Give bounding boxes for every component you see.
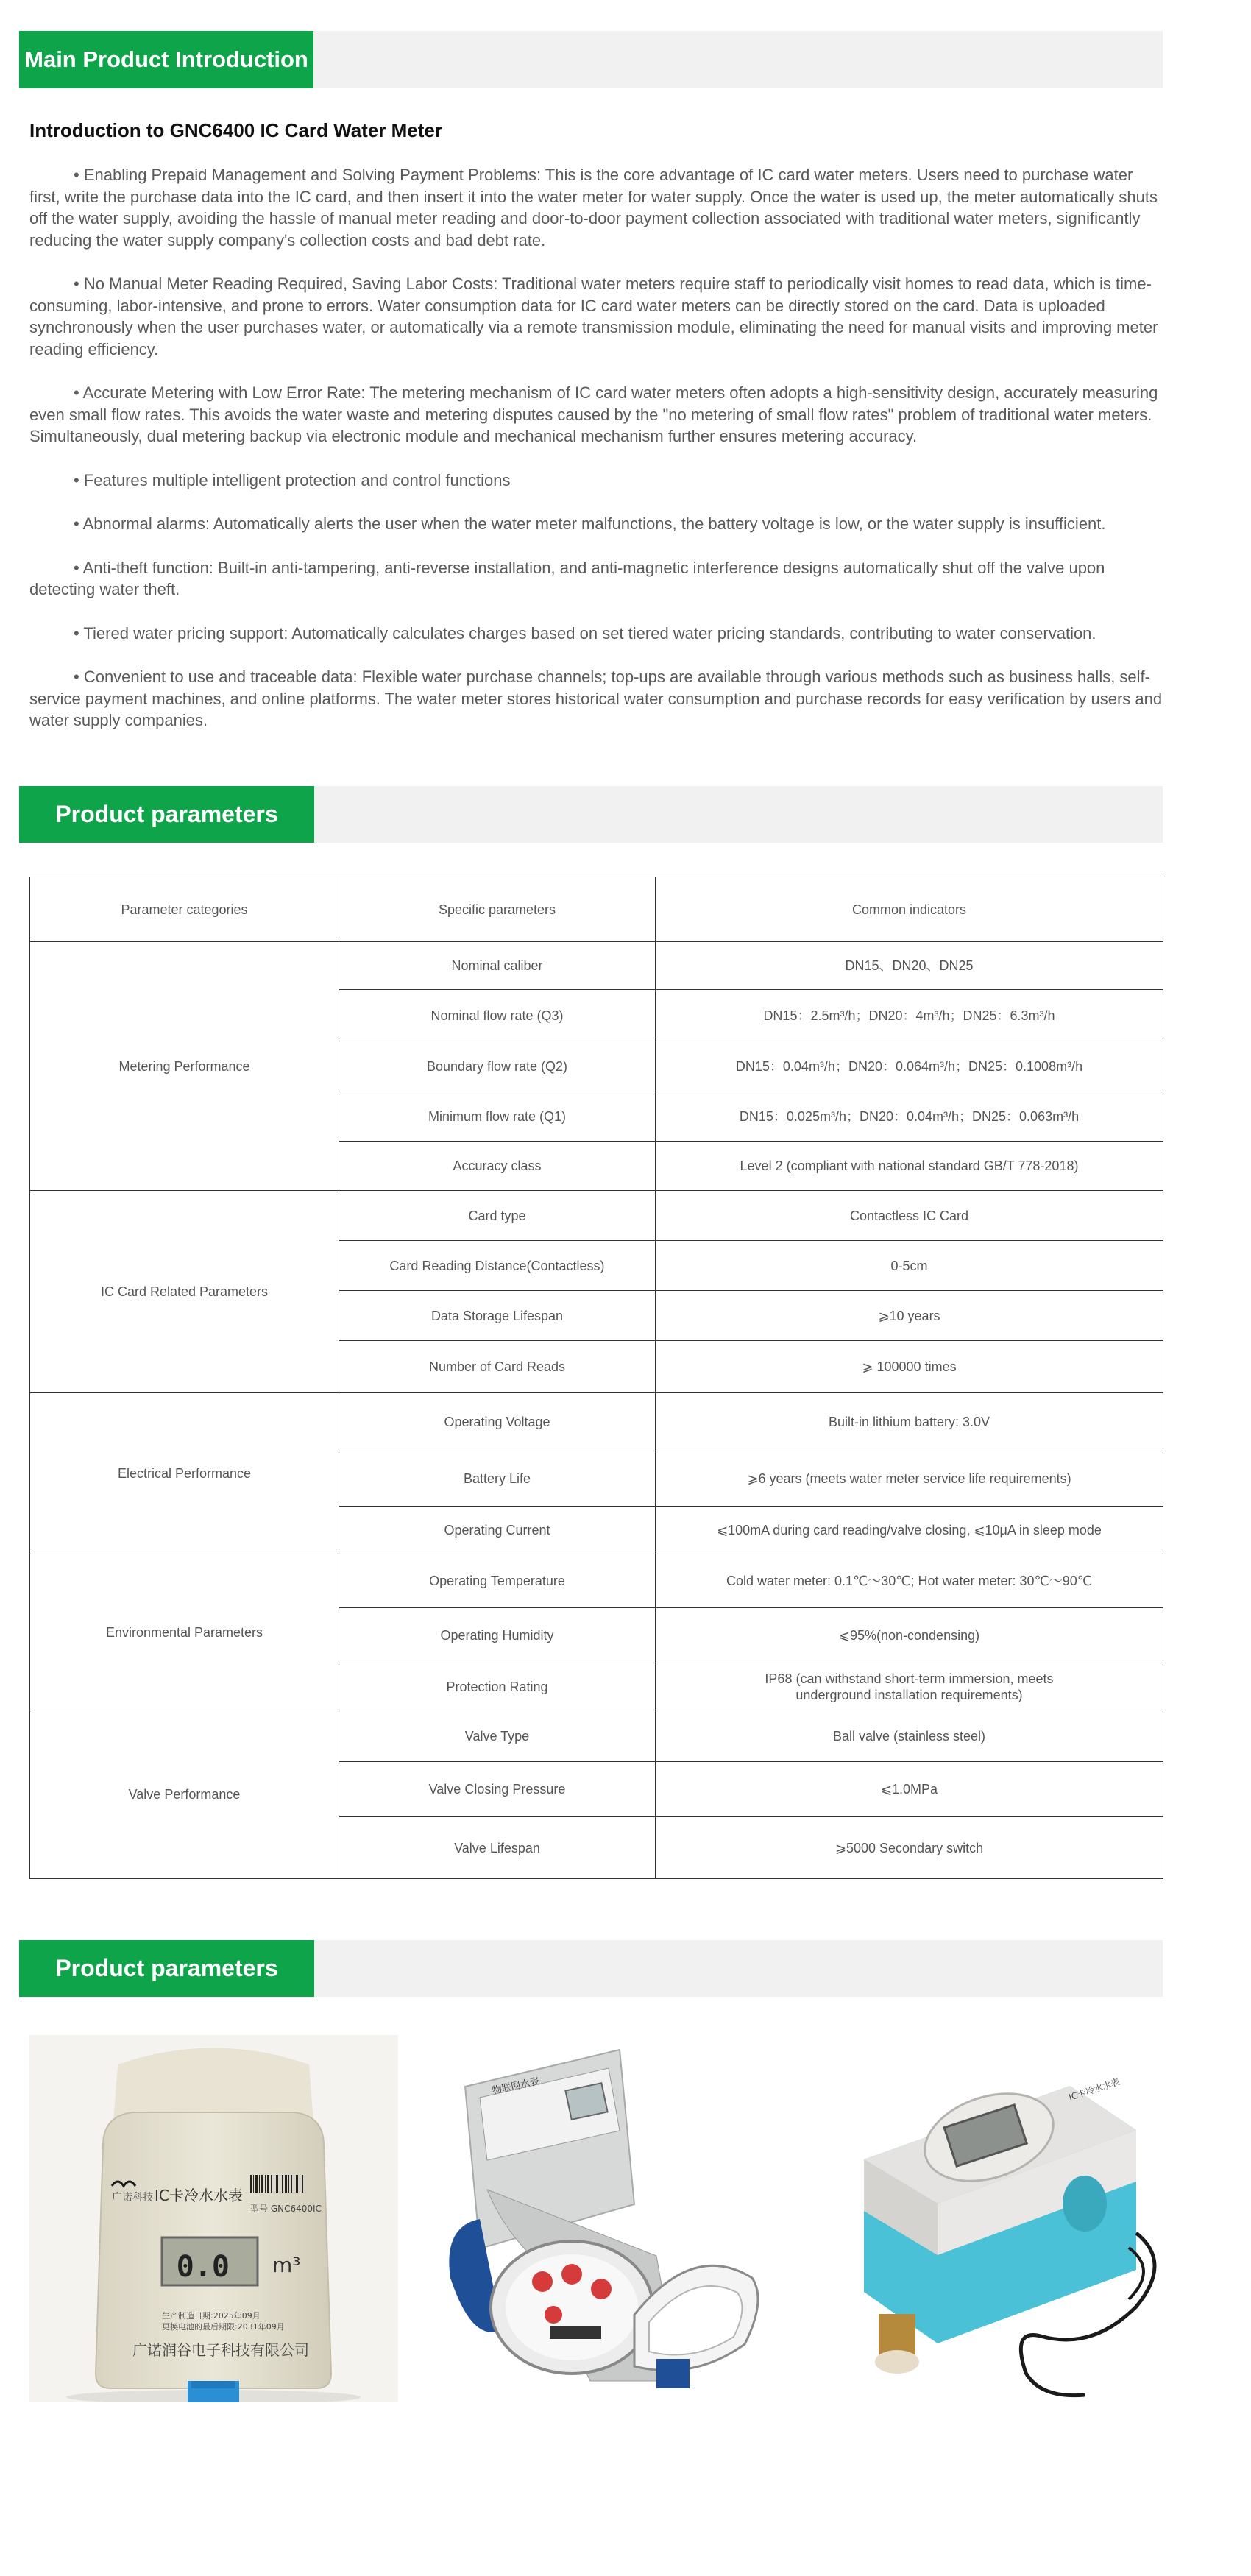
param-cell: Card Reading Distance(Contactless) <box>339 1241 656 1291</box>
product-photos <box>0 2024 1251 2407</box>
table-header-row <box>30 877 1163 942</box>
category-cell: Environmental Parameters <box>30 1554 339 1710</box>
param-cell: Protection Rating <box>339 1663 656 1710</box>
param-cell: Boundary flow rate (Q2) <box>339 1041 656 1091</box>
param-cell: Minimum flow rate (Q1) <box>339 1091 656 1142</box>
intro-paragraph: • Features multiple intelligent protection and control functions <box>74 470 511 489</box>
section-title-product-parameters-2: Product parameters <box>19 1940 314 1997</box>
value-cell: 0-5cm <box>656 1241 1163 1291</box>
model-text: 型号 GNC6400IC <box>250 2204 322 2214</box>
value-cell: ⩽95%(non-condensing) <box>656 1608 1163 1663</box>
unit-text: m³ <box>272 2253 301 2277</box>
table-row <box>30 1393 1163 1451</box>
table-header-cell: Parameter categories <box>30 877 339 942</box>
param-cell: Nominal caliber <box>339 942 656 990</box>
table-header-cell: Specific parameters <box>339 877 656 942</box>
battery-date: 更换电池的最后期限:2031年09月 <box>162 2322 285 2332</box>
value-cell: IP68 (can withstand short-term immersion, meets underground installation requirements) <box>656 1663 1163 1710</box>
intro-paragraph: • Enabling Prepaid Management and Solving Payment Problems: This is the core advantage of IC card water meters. Users need to purchase water first, write the purchase data into the IC card, and then insert it into the water meter for water supply. Once the water is used up, the meter automatically shuts off the water supply, avoiding the hassle of manual meter reading and door-to-door payment collection associated with traditional water meters, significantly reducing the water supply company's collection costs and bad debt rate. <box>29 166 1158 250</box>
value-cell: Cold water meter: 0.1℃～30℃; Hot water meter: 30℃～90℃ <box>656 1554 1163 1608</box>
param-cell: Battery Life <box>339 1451 656 1507</box>
param-cell: Operating Voltage <box>339 1393 656 1451</box>
section-header-product-parameters-2 <box>19 1940 1163 1997</box>
section-title-main-intro: Main Product Introduction <box>19 31 313 88</box>
value-cell: DN15：0.04m³/h；DN20：0.064m³/h；DN25：0.1008m³/h <box>656 1041 1163 1091</box>
section-header-main-intro <box>19 31 1163 88</box>
param-cell: Operating Humidity <box>339 1608 656 1663</box>
param-cell: Number of Card Reads <box>339 1341 656 1393</box>
value-cell: ⩽100mA during card reading/valve closing, ⩽10μA in sleep mode <box>656 1507 1163 1554</box>
value-cell: Level 2 (compliant with national standard GB/T 778-2018) <box>656 1142 1163 1191</box>
table-row <box>30 1710 1163 1762</box>
intro-section <box>29 119 1163 754</box>
value-cell: Contactless IC Card <box>656 1191 1163 1241</box>
parameters-table <box>29 877 1163 1879</box>
product-photo-side <box>790 2027 1165 2406</box>
param-cell: Accuracy class <box>339 1142 656 1191</box>
meter-label: 物联网水表 <box>491 2076 541 2097</box>
intro-paragraph: • Accurate Metering with Low Error Rate: The metering mechanism of IC card water meters often adopts a high-sensitivity design, accurately measuring even small flow rates. This avoids the water waste and metering disputes caused by the "no metering of small flow rates" problem of traditional water meters. Simultaneously, dual metering backup via electronic module and mechanical mechanism further ensures metering accuracy. <box>29 383 1158 445</box>
product-photo-open-lid <box>414 2035 782 2402</box>
param-cell: Operating Current <box>339 1507 656 1554</box>
value-cell: DN15：2.5m³/h；DN20：4m³/h；DN25：6.3m³/h <box>656 990 1163 1041</box>
value-cell: Built-in lithium battery: 3.0V <box>656 1393 1163 1451</box>
manufacture-date: 生产制造日期:2025年09月 <box>162 2311 261 2321</box>
value-cell: ⩾10 years <box>656 1291 1163 1341</box>
intro-title: Introduction to GNC6400 IC Card Water Meter <box>29 119 442 141</box>
company-text: 广诺润谷电子科技有限公司 <box>132 2341 309 2359</box>
param-cell: Valve Lifespan <box>339 1817 656 1879</box>
category-cell: Valve Performance <box>30 1710 339 1879</box>
section-header-product-parameters <box>19 786 1163 843</box>
param-cell: Nominal flow rate (Q3) <box>339 990 656 1041</box>
intro-paragraph: • Tiered water pricing support: Automatically calculates charges based on set tiered water pricing standards, contributing to water conservation. <box>74 623 1096 643</box>
intro-paragraph: • Convenient to use and traceable data: Flexible water purchase channels; top-ups are available through various methods such as business halls, self-service payment machines, and online platforms. The water meter stores historical water consumption and purchase records for easy verification by users and water supply companies. <box>29 668 1163 729</box>
section-title-product-parameters: Product parameters <box>19 786 314 843</box>
param-cell: Valve Closing Pressure <box>339 1762 656 1817</box>
value-cell: DN15、DN20、DN25 <box>656 942 1163 990</box>
product-photo-front <box>29 2035 398 2402</box>
category-cell: Metering Performance <box>30 942 339 1191</box>
intro-paragraph: • Anti-theft function: Built-in anti-tampering, anti-reverse installation, and anti-magnetic interference designs automatically shut off the valve upon detecting water theft. <box>29 558 1105 598</box>
param-cell: Data Storage Lifespan <box>339 1291 656 1341</box>
table-row <box>30 1191 1163 1241</box>
param-cell: Valve Type <box>339 1710 656 1762</box>
value-cell: ⩾6 years (meets water meter service life requirements) <box>656 1451 1163 1507</box>
product-name-text: IC卡冷水水表 <box>155 2187 243 2204</box>
intro-paragraph: • Abnormal alarms: Automatically alerts the user when the water meter malfunctions, the battery voltage is low, or the water supply is insufficient. <box>74 514 1106 533</box>
value-cell: ⩾ 100000 times <box>656 1341 1163 1393</box>
lcd-value: 0.0 <box>176 2250 230 2284</box>
param-cell: Operating Temperature <box>339 1554 656 1608</box>
table-header-cell: Common indicators <box>656 877 1163 942</box>
value-cell: ⩾5000 Secondary switch <box>656 1817 1163 1879</box>
value-cell: ⩽1.0MPa <box>656 1762 1163 1817</box>
value-cell: DN15：0.025m³/h；DN20：0.04m³/h；DN25：0.063m³/h <box>656 1091 1163 1142</box>
table-row <box>30 1554 1163 1608</box>
intro-paragraph: • No Manual Meter Reading Required, Saving Labor Costs: Traditional water meters require staff to periodically visit homes to read data, which is time-consuming, labor-intensive, and prone to errors. Water consumption data for IC card water meters can be directly stored on the card. Data is uploaded synchronously when the user purchases water, or automatically via a remote transmission module, eliminating the need for manual visits and improving meter reading efficiency. <box>29 275 1158 358</box>
category-cell: IC Card Related Parameters <box>30 1191 339 1393</box>
param-cell: Card type <box>339 1191 656 1241</box>
brand-text: 广诺科技 <box>112 2192 153 2204</box>
value-cell: Ball valve (stainless steel) <box>656 1710 1163 1762</box>
category-cell: Electrical Performance <box>30 1393 339 1554</box>
meter-label: IC卡冷水水表 <box>1067 2076 1121 2103</box>
table-row <box>30 942 1163 990</box>
